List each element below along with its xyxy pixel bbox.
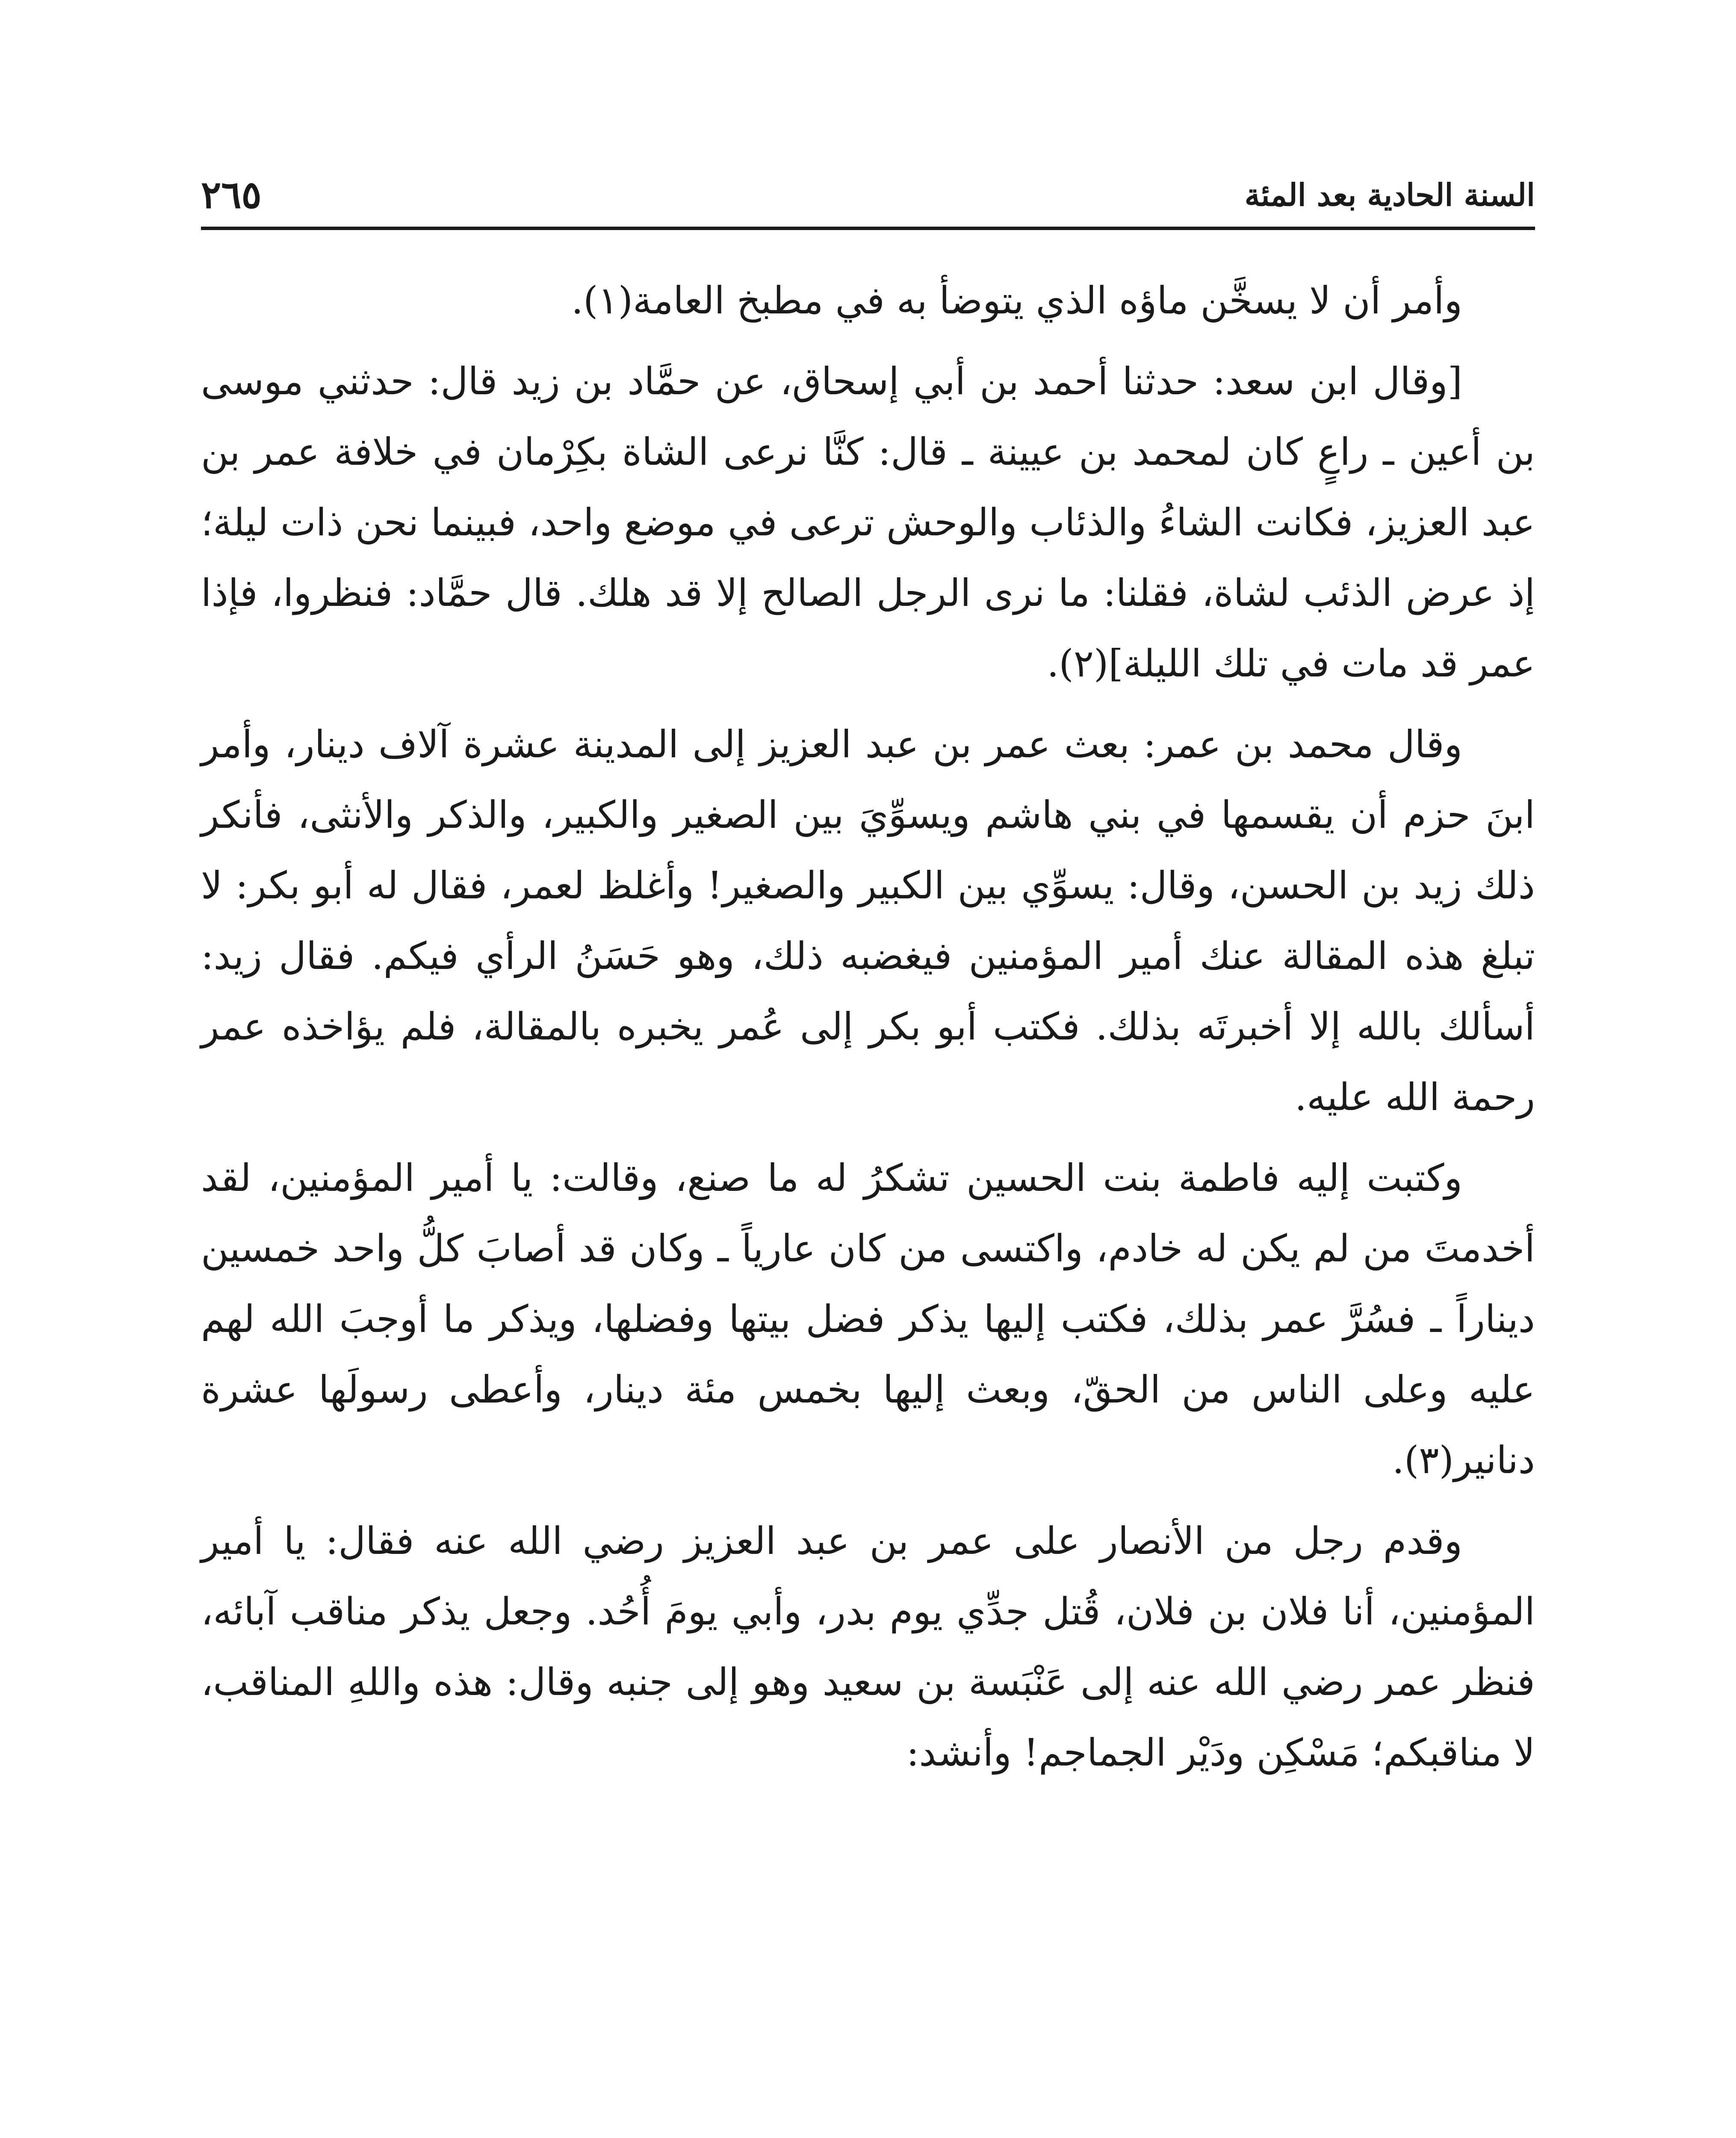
page-number: ٢٦٥ — [201, 172, 262, 217]
paragraph: وقدم رجل من الأنصار على عمر بن عبد العزيز رضي الله عنه فقال: يا أمير المؤمنين، أنا فلان بن فلان، قُتل جدِّي يوم بدر، وأبي يومَ أُحُد. وجعل يذكر مناقب آبائه، فنظر عمر رضي الله عنه إلى عَنْبَسة بن سعيد وهو إلى جنبه وقال: هذه واللهِ المناقب، لا مناقبكم؛ مَسْكِن ودَيْر الجماجم! وأنشد: — [201, 1519, 1535, 1775]
paragraph: وكتبت إليه فاطمة بنت الحسين تشكرُ له ما صنع، وقالت: يا أمير المؤمنين، لقد أخدمتَ من لم يكن له خادم، واكتسى من كان عارياً ـ وكان قد أصابَ كلُّ واحد خمسين ديناراً ـ فسُرَّ عمر بذلك، فكتب إليها يذكر فضل بيتها وفضلها، ويذكر ما أوجبَ الله لهم عليه وعلى الناس من الحقّ، وبعث إليها بخمس مئة دينار، وأعطى رسولَها عشرة دنانير(٣). — [201, 1156, 1535, 1482]
running-title: السنة الحادية بعد المئة — [1244, 176, 1535, 213]
paragraph: وقال محمد بن عمر: بعث عمر بن عبد العزيز إلى المدينة عشرة آلاف دينار، وأمر ابنَ حزم أن يقسمها في بني هاشم ويسوِّيَ بين الصغير والكبير، والذكر والأنثى، فأنكر ذلك زيد بن الحسن، وقال: يسوِّي بين الكبير والصغير! وأغلظ لعمر، فقال له أبو بكر: لا تبلغ هذه المقالة عنك أمير المؤمنين فيغضبه ذلك، وهو حَسَنُ الرأي فيكم. فقال زيد: أسألك بالله إلا أخبرتَه بذلك. فكتب أبو بكر إلى عُمر يخبره بالمقالة، فلم يؤاخذه عمر رحمة الله عليه. — [201, 722, 1535, 1119]
page-header — [201, 162, 1535, 230]
paragraph: وأمر أن لا يسخَّن ماؤه الذي يتوضأ به في مطبخ العامة(١). — [571, 278, 1462, 322]
main-text — [201, 265, 1535, 1798]
paragraph: [وقال ابن سعد: حدثنا أحمد بن أبي إسحاق، عن حمَّاد بن زيد قال: حدثني موسى بن أعين ـ راعٍ كان لمحمد بن عيينة ـ قال: كنَّا نرعى الشاة بكِرْمان في خلافة عمر بن عبد العزيز، فكانت الشاءُ والذئاب والوحش ترعى في موضع واحد، فبينما نحن ذات ليلة؛ إذ عرض الذئب لشاة، فقلنا: ما نرى الرجل الصالح إلا قد هلك. قال حمَّاد: فنظروا، فإذا عمر قد مات في تلك الليلة](٢). — [201, 359, 1535, 685]
